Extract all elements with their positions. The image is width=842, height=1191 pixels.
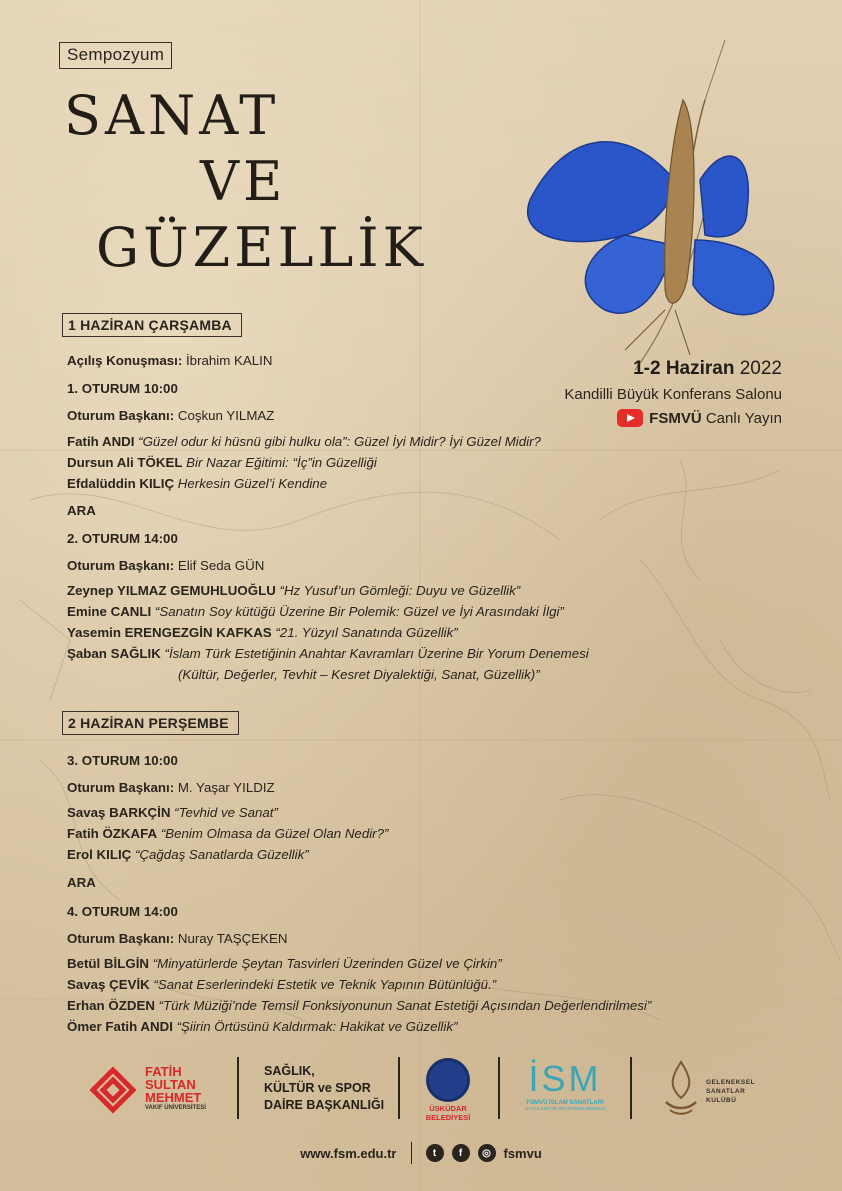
talk-item: Erhan ÖZDEN “Türk Müziği’nde Temsil Fonksiyonunun Sanat Estetiği Açısından Değerlendirilmesi” xyxy=(67,998,652,1013)
live-stream[interactable]: FSMVÜ Canlı Yayın xyxy=(564,409,782,427)
session2-heading: 2. OTURUM 14:00 xyxy=(67,531,178,546)
event-date: 1-2 Haziran 2022 xyxy=(633,358,782,379)
facebook-icon[interactable]: f xyxy=(452,1144,470,1162)
break-label: ARA xyxy=(67,875,96,890)
opening-speech: Açılış Konuşması: İbrahim KALIN xyxy=(67,353,273,368)
dept-logo: SAĞLIK, KÜLTÜR ve SPOR DAİRE BAŞKANLIĞI xyxy=(264,1064,385,1112)
talk-item: Şaban SAĞLIK “İslam Türk Estetiğinin Anahtar Kavramları Üzerine Bir Yorum Denemesi xyxy=(67,646,589,661)
session1-chair: Oturum Başkanı: Coşkun YILMAZ xyxy=(67,408,275,423)
logo-divider xyxy=(237,1057,239,1119)
ism-logo: İSM FSMVÜ İSLAM SANATLARI UYGULAMA VE ARAŞTIRMA MERKEZİ xyxy=(525,1058,606,1111)
logo-divider xyxy=(498,1057,500,1119)
talk-item: Ömer Fatih ANDI “Şiirin Örtüsünü Kaldırmak: Hakikat ve Güzellik” xyxy=(67,1019,458,1034)
logo-divider xyxy=(630,1057,632,1119)
title-line-3: GÜZELLİK xyxy=(96,216,427,279)
talk-item: Betül BİLGİN “Minyatürlerde Şeytan Tasvirleri Üzerinden Güzel ve Çirkin” xyxy=(67,956,502,971)
twitter-icon[interactable]: t xyxy=(426,1144,444,1162)
footer xyxy=(0,1142,842,1164)
talk-item: Yasemin ERENGEZGİN KAFKAS “21. Yüzyıl Sanatında Güzellik” xyxy=(67,625,458,640)
talk-item: Zeynep YILMAZ GEMUHLUOĞLU “Hz Yusuf’un Gömleği: Duyu ve Güzellik” xyxy=(67,583,521,598)
talk-item: Fatih ÖZKAFA “Benim Olmasa da Güzel Olan Nedir?” xyxy=(67,826,389,841)
gsk-logo: GELENEKSEL SANATLAR KULÜBÜ xyxy=(660,1058,780,1118)
day2-heading: 2 HAZİRAN PERŞEMBE xyxy=(62,711,239,735)
talk-item: Dursun Ali TÖKEL Bir Nazar Eğitimi: “İç”in Güzelliği xyxy=(67,455,377,470)
session2-chair: Oturum Başkanı: Elif Seda GÜN xyxy=(67,558,265,573)
website-link[interactable]: www.fsm.edu.tr xyxy=(300,1145,397,1161)
session4-chair: Oturum Başkanı: Nuray TAŞÇEKEN xyxy=(67,931,288,946)
title-line-1: SANAT xyxy=(64,84,280,147)
talk-item-continuation: (Kültür, Değerler, Tevhit – Kesret Diyalektiği, Sanat, Güzellik)” xyxy=(178,667,540,682)
talk-item: Emine CANLI “Sanatın Soy kütüğü Üzerine Bir Polemik: Güzel ve İyi Arasındaki İlgi” xyxy=(67,604,564,619)
event-info xyxy=(564,358,782,427)
fsm-logo: FATİH SULTAN MEHMET VAKIF ÜNİVERSİTESİ xyxy=(85,1062,215,1120)
talk-item: Savaş BARKÇİN “Tevhid ve Sanat” xyxy=(67,805,278,820)
symposium-tag: Sempozyum xyxy=(59,42,172,69)
butterfly-illustration xyxy=(515,30,795,370)
fsm-emblem-icon xyxy=(85,1062,141,1118)
session1-heading: 1. OTURUM 10:00 xyxy=(67,381,178,396)
event-venue: Kandilli Büyük Konferans Salonu xyxy=(564,386,782,403)
talk-item: Erol KILIÇ “Çağdaş Sanatlarda Güzellik” xyxy=(67,847,309,862)
uskudar-emblem-icon xyxy=(426,1058,470,1102)
talk-item: Fatih ANDI “Güzel odur ki hüsnü gibi hulku ola”: Güzel İyi Midir? İyi Güzel Midir? xyxy=(67,434,541,449)
day1-heading: 1 HAZİRAN ÇARŞAMBA xyxy=(62,313,242,337)
uskudar-logo: ÜSKÜDAR BELEDİYESİ xyxy=(424,1058,472,1122)
youtube-icon xyxy=(617,409,643,427)
title-line-2: VE xyxy=(200,150,287,213)
talk-item: Efdalüddin KILIÇ Herkesin Güzel’i Kendine xyxy=(67,476,328,491)
gsk-emblem-icon xyxy=(660,1058,702,1118)
talk-item: Savaş ÇEVİK “Sanat Eserlerindeki Estetik ve Teknik Yapının Bütünlüğü.” xyxy=(67,977,497,992)
session3-chair: Oturum Başkanı: M. Yaşar YILDIZ xyxy=(67,780,275,795)
footer-divider xyxy=(411,1142,412,1164)
session3-heading: 3. OTURUM 10:00 xyxy=(67,753,178,768)
session4-heading: 4. OTURUM 14:00 xyxy=(67,904,178,919)
logo-divider xyxy=(398,1057,400,1119)
instagram-icon[interactable]: ◎ xyxy=(478,1144,496,1162)
social-handle[interactable]: fsmvu xyxy=(503,1145,542,1161)
break-label: ARA xyxy=(67,503,96,518)
